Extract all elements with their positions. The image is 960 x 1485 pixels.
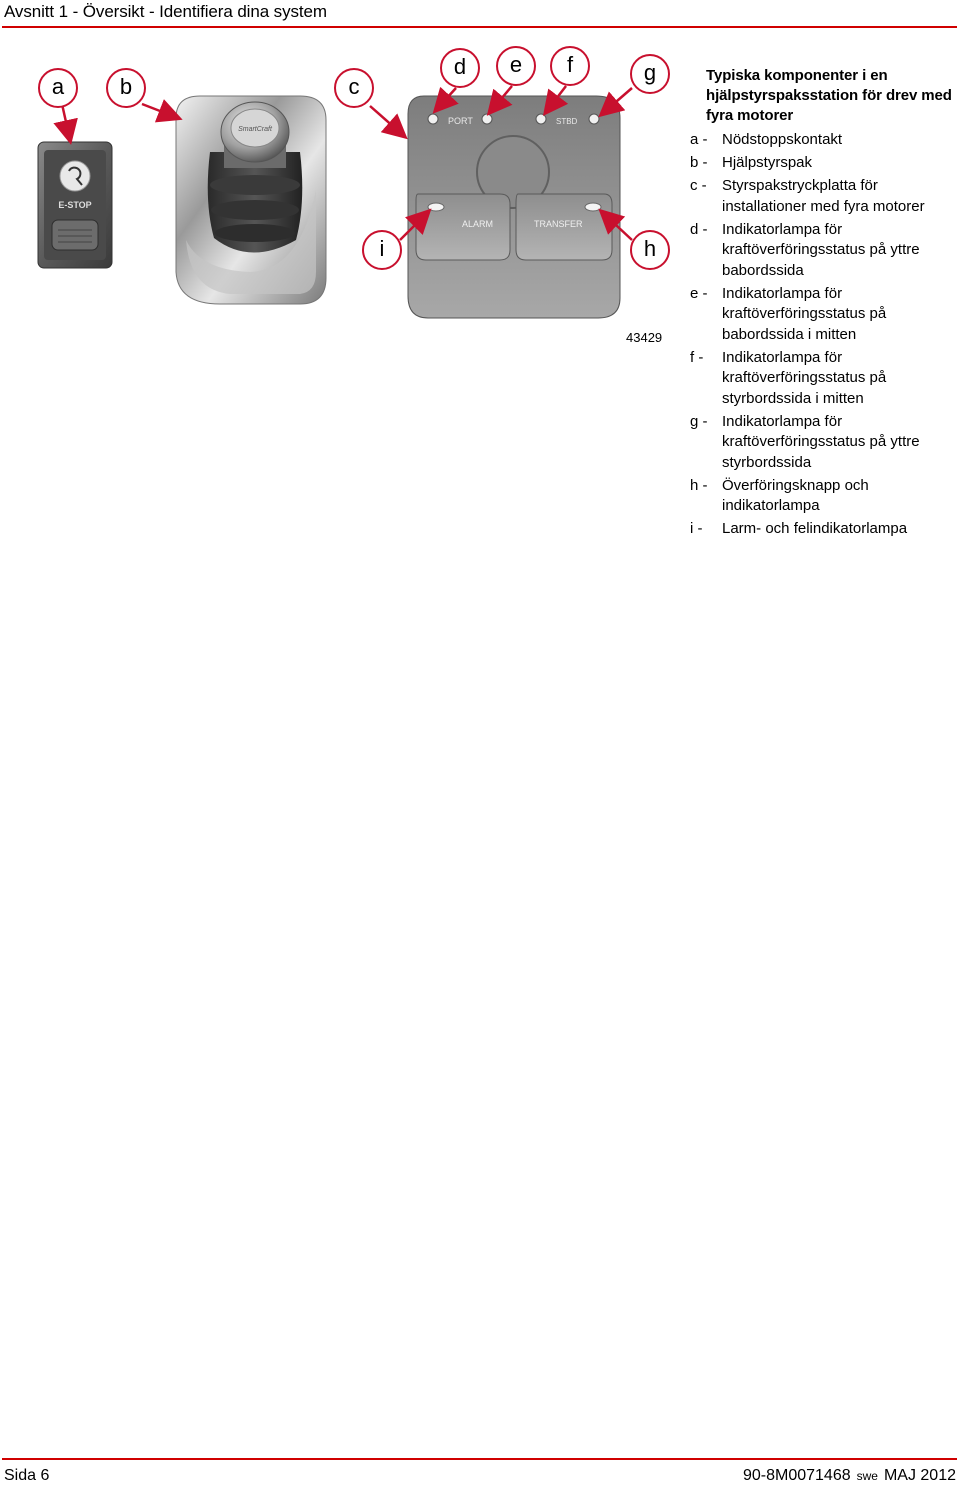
footer-doc-number: 90-8M0071468 — [742, 1467, 851, 1484]
page-header-title: Avsnitt 1 - Översikt - Identifiera dina system — [4, 2, 327, 21]
legend-key: i - — [690, 520, 703, 537]
component-legend — [688, 130, 960, 542]
legend-key: b - — [690, 154, 708, 171]
legend-key: f - — [690, 348, 704, 366]
footer-language: swe — [856, 1469, 878, 1483]
legend-item — [688, 476, 960, 517]
legend-key: e - — [690, 284, 708, 302]
legend-text: Överföringsknapp och indikatorlampa — [722, 476, 869, 514]
legend-text: Nödstoppskontakt — [722, 131, 843, 148]
port-outer-led — [428, 114, 438, 124]
plate-label-stbd: STBD — [556, 117, 578, 126]
legend-text: Indikatorlampa för kraftöverföringsstatus på styrbordssida i mitten — [722, 348, 887, 407]
legend-item — [688, 153, 960, 174]
estop-switch-illustration — [38, 142, 112, 268]
legend-text: Indikatorlampa för kraftöverföringsstatus på yttre babordssida — [722, 220, 920, 279]
figure-id: 43429 — [626, 330, 663, 345]
component-figure — [0, 40, 690, 360]
callout-h: h — [630, 230, 670, 270]
header-rule — [2, 26, 957, 28]
callout-i: i — [362, 230, 402, 270]
footer-date: MAJ 2012 — [883, 1467, 956, 1484]
joystick-illustration — [176, 96, 326, 304]
legend-item — [688, 412, 960, 474]
legend-item — [688, 176, 960, 217]
callout-c: c — [334, 68, 374, 108]
legend-text: Larm- och felindikatorlampa — [722, 520, 908, 537]
legend-key: h - — [690, 476, 708, 494]
pushbutton-plate-illustration — [408, 96, 620, 318]
legend-item — [688, 220, 960, 282]
stbd-center-led — [536, 114, 546, 124]
callout-a: a — [38, 68, 78, 108]
estop-label: E-STOP — [58, 200, 92, 210]
stbd-outer-led — [589, 114, 599, 124]
estop-key-icon — [60, 161, 90, 191]
legend-key: a - — [690, 131, 708, 148]
figure-caption: Typiska komponenter i en hjälpstyrspaksstation för drev med fyra motorer — [706, 67, 952, 124]
legend-text: Indikatorlampa för kraftöverföringsstatus på yttre styrbordssida — [722, 412, 920, 471]
port-center-led — [482, 114, 492, 124]
footer-page-number: Sida 6 — [4, 1467, 50, 1484]
legend-item — [688, 348, 960, 410]
callout-e: e — [496, 46, 536, 86]
footer-rule — [2, 1458, 957, 1460]
plate-label-alarm: ALARM — [462, 219, 494, 229]
legend-key: g - — [690, 412, 708, 430]
callout-g: g — [630, 54, 670, 94]
legend-text: Indikatorlampa för kraftöverföringsstatus på babordssida i mitten — [722, 284, 887, 343]
legend-key: c - — [690, 177, 707, 194]
callout-f: f — [550, 46, 590, 86]
transfer-led — [585, 203, 601, 211]
legend-item — [688, 519, 960, 540]
plate-label-transfer: TRANSFER — [534, 219, 583, 229]
legend-text: Styrspakstryckplatta för installationer med fyra motorer — [722, 177, 925, 215]
legend-key: d - — [690, 220, 708, 238]
estop-button — [52, 220, 98, 250]
plate-label-port: PORT — [448, 116, 473, 126]
legend-item — [688, 130, 960, 151]
callout-b: b — [106, 68, 146, 108]
legend-item — [688, 284, 960, 346]
footer-doc-info — [743, 1467, 956, 1485]
alarm-led — [428, 203, 444, 211]
callout-d: d — [440, 48, 480, 88]
legend-text: Hjälpstyrspak — [722, 154, 813, 171]
joystick-brand-logo: SmartCraft — [238, 126, 272, 133]
